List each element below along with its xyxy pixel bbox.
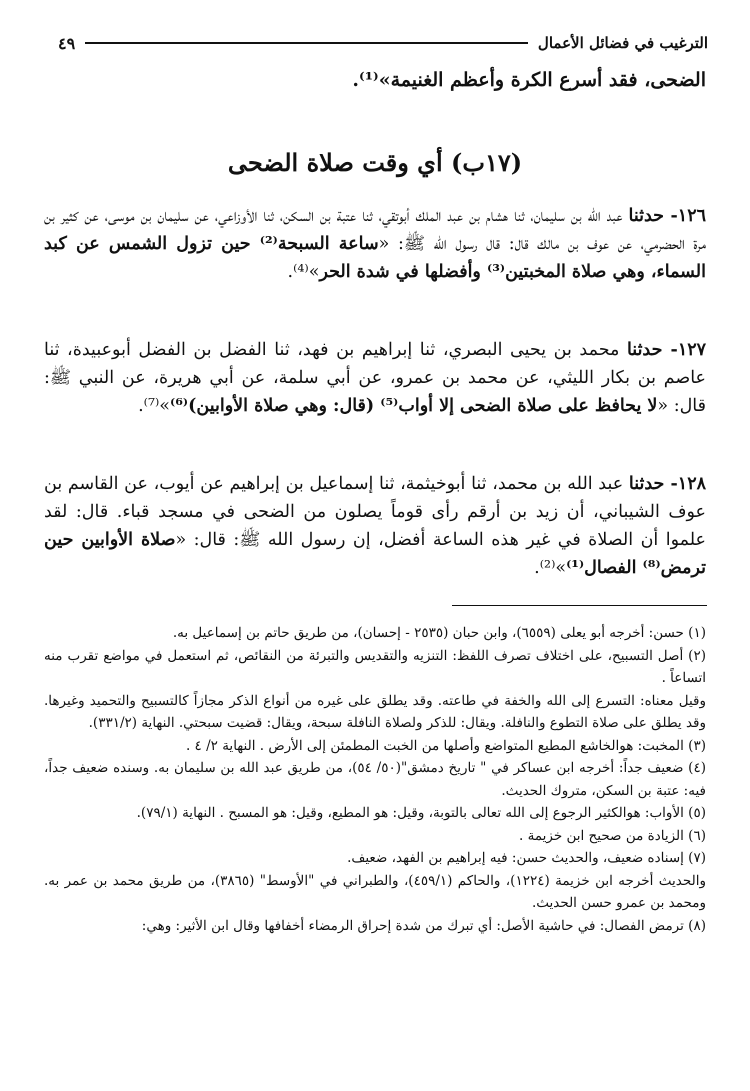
hadith-close: »⁽⁷⁾. (138, 396, 170, 416)
footnote-2-continued: وقيل معناه: التسرع إلى الله والخفة في طاعته. وقد يطلق على غيره من أنواع الذكر مجازاً كالتسبيح والتحميد وغيرها. وقد يطلق على صلاة التطوع والنافلة. ويقال: للذكر ولصلاة النافلة سبحة، ويقال: قضيت سبحتي. النهاية (٣٣١/٢). (44, 692, 706, 731)
hadith-126 (44, 202, 706, 286)
footnote-5: (٥) الأواب: هوالكثير الرجوع إلى الله تعالى بالتوبة، وقيل: هو المطيع، وقيل: هو المسبح . النهاية (٧٩/١). (136, 805, 706, 821)
hadith-opener: حدثنا (628, 474, 665, 494)
header-rule (85, 42, 528, 44)
footnotes (44, 622, 706, 937)
hadith-isnad: عبد الله بن محمد، ثنا أبوخيثمة، ثنا إسماعيل بن إبراهيم عن أيوب، عن القاسم بن عوف الشيباني، أن زيد بن أرقم رأى قوماً يصلون من الضحى في مسجد قباء. قال: لقد علموا أن الصلاة في غير هذه الساعة أفضل، إن رسول الله ﷺ: قال: « (44, 474, 706, 550)
footnote-4: (٤) ضعيف جداً: أخرجه ابن عساكر في " تاريخ دمشق"(٥٠/ ٥٤)، من طريق عبد الله بن سليمان به. وسنده ضعيف جداً، فيه: عتبة بن السكن، متروك الحديث. (44, 760, 706, 799)
hadith-isnad: محمد بن يحيى البصري، ثنا إبراهيم بن فهد، ثنا الفضل بن الفضل أبوعبيدة، ثنا عاصم بن بكار الليثي، عن محمد بن عمرو، عن أبي سلمة، عن أبي هريرة، عن النبي ﷺ: قال: « (44, 340, 706, 416)
hadith-number: ١٢٧- (662, 340, 707, 360)
footnote-7-continued: والحديث أخرجه ابن خزيمة (١٢٢٤)، والحاكم (٤٥٩/١)، والطبراني في "الأوسط" (٣٨٦٥)، من طريق محمد بن عمر به. ومحمد بن عمرو حسن الحديث. (44, 872, 706, 911)
hadith-number: ١٢٦- (663, 206, 706, 226)
footnote-3: (٣) المخبت: هوالخاشع المطيع المتواضع وأصلها من الخبت المطمئن إلى الأرض . النهاية ٢/ ٤ . (185, 737, 706, 754)
footnote-8: (٨) ترمض الفصال: في حاشية الأصل: أي تبرك من شدة إحراق الرمضاء أخفافها وقال ابن الأثير: وهي: (141, 917, 706, 934)
footnote-6: (٦) الزيادة من صحيح ابن خزيمة . (519, 827, 706, 844)
hadith-number: ١٢٨- (664, 474, 706, 494)
footnote-2: (٢) أصل التسبيح، على اختلاف تصرف اللفظ: التنزيه والتقديس والتبرئة من النقائص، ثم استعمل في مواضع تقرب منه اتساعاً . (44, 647, 706, 686)
continuation-text: الضحى، فقد أسرع الكرة وأعظم الغنيمة»⁽¹⁾. (352, 69, 706, 91)
hadith-isnad: عبد الله بن سليمان، ثنا هشام بن عبد الملك أبوتقي، ثنا عتبة بن السكن، ثنا الأوزاعي، عن سليمان بن موسى، عن كثير بن مرة الحضرمي، عن عوف بن مالك قال: قال رسول الله ﷺ: « (44, 206, 707, 254)
hadith-close: »⁽²⁾. (534, 558, 567, 578)
hadith-matn: ساعة السبحة⁽²⁾ حين تزول الشمس عن كبد السماء، وهي صلاة المخبتين⁽³⁾ وأفضلها في شدة الحر (44, 234, 706, 282)
hadith-matn: صلاة الأوابين حين ترمض⁽⁸⁾ الفصال⁽¹⁾ (44, 530, 706, 578)
hadith-matn: لا يحافظ على صلاة الضحى إلا أواب⁽⁵⁾ (قال: وهي صلاة الأوابين)⁽⁶⁾ (170, 396, 658, 416)
section-title: (١٧ب) أي وقت صلاة الضحى (227, 148, 523, 177)
footnote-separator (452, 605, 707, 606)
hadith-opener: حدثنا (628, 206, 664, 226)
running-header (58, 28, 708, 58)
hadith-128 (44, 470, 706, 582)
book-title: الترغيب في فضائل الأعمال (537, 34, 708, 52)
continuation-line (44, 66, 706, 94)
footnote-7: (٧) إسناده ضعيف، والحديث حسن: فيه إبراهيم بن الفهد، ضعيف. (347, 850, 706, 866)
hadith-close: »⁽⁴⁾. (287, 262, 320, 282)
hadith-127 (44, 336, 706, 420)
page-number: ٤٩ (58, 33, 76, 53)
hadith-opener: حدثنا (626, 340, 663, 360)
footnote-1: (١) حسن: أخرجه أبو يعلى (٦٥٥٩)، وابن حبان (٢٥٣٥ - إحسان)، من طريق حاتم بن إسماعيل به. (172, 625, 706, 641)
